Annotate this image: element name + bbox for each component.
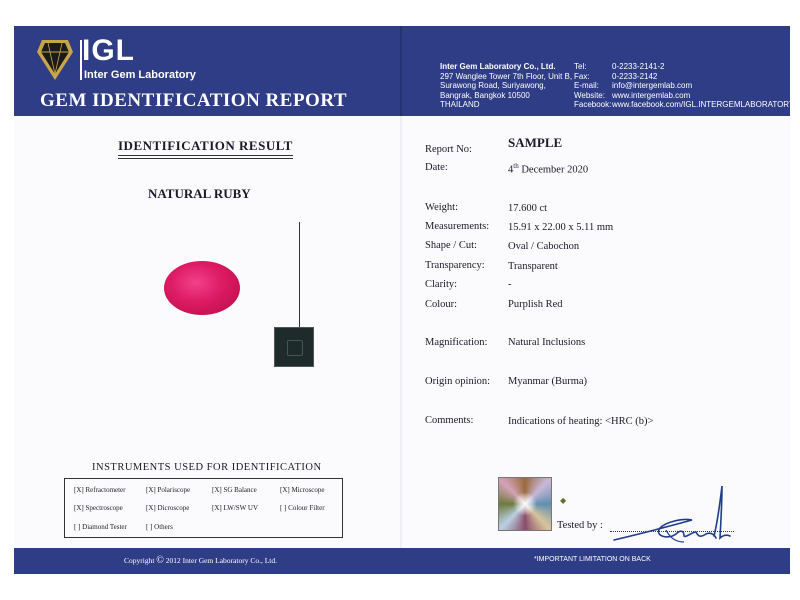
instrument-item: [X] SG Balance [212, 486, 257, 494]
contact-website [574, 91, 794, 101]
contact-list [574, 62, 794, 110]
shape-label: Shape / Cut: [425, 240, 477, 251]
star-mark-icon: ◆ [560, 496, 567, 505]
brand-name: IGL [82, 34, 135, 67]
signature [610, 480, 740, 546]
date-day: 4 [508, 164, 514, 176]
contact-email [574, 81, 794, 91]
copyright-prefix: Copyright [124, 556, 155, 565]
contact-facebook [574, 100, 794, 110]
contact-value: www.facebook.com/IGL.INTERGEMLABORATORY [612, 100, 795, 109]
transparency-value: Transparent [508, 261, 558, 272]
copyright-icon: © [156, 555, 164, 566]
measurements-value: 15.91 x 22.00 x 5.11 mm [508, 222, 614, 233]
instrument-item: [X] Microscope [280, 486, 325, 494]
instrument-item: [X] LW/SW UV [212, 504, 259, 512]
instrument-item: [X] Refractometer [74, 486, 126, 494]
date-label: Date: [425, 162, 448, 173]
magnification-label: Magnification: [425, 337, 488, 348]
security-hologram [274, 327, 314, 367]
gem-logo-icon [36, 38, 74, 82]
contact-tel [574, 62, 794, 72]
contact-value: 0-2233-2141-2 [612, 62, 665, 71]
measurements-label: Measurements: [425, 221, 490, 232]
brand-subtitle: Inter Gem Laboratory [84, 69, 196, 81]
colour-label: Colour: [425, 299, 458, 310]
company-name: Inter Gem Laboratory Co., Ltd. [440, 62, 556, 71]
contact-value: info@intergemlab.com [612, 81, 693, 90]
weight-value: 17.600 ct [508, 203, 548, 214]
ruby-photo [164, 261, 240, 315]
transparency-label: Transparency: [425, 260, 485, 271]
address-line: 297 Wanglee Tower 7th Floor, Unit B, [440, 71, 573, 81]
clarity-value: - [508, 279, 512, 290]
magnification-value: Natural Inclusions [508, 337, 586, 348]
copyright-text: 2012 Inter Gem Laboratory Co., Ltd. [165, 556, 278, 565]
report-no-value: SAMPLE [508, 135, 563, 150]
company-address [440, 62, 572, 110]
contact-label: Fax: [574, 71, 590, 81]
contact-label: E-mail: [574, 81, 599, 90]
instrument-item: [X] Dicroscope [146, 504, 190, 512]
scale-line [299, 222, 300, 328]
shape-value: Oval / Cabochon [508, 241, 580, 252]
contact-label: Facebook: [574, 100, 612, 109]
instrument-item: [ ] Diamond Tester [74, 523, 127, 531]
limitation-note: *IMPORTANT LIMITATION ON BACK [534, 556, 651, 563]
instrument-item: [ ] Colour Filter [280, 504, 325, 512]
contact-label: Tel: [574, 62, 587, 71]
contact-label: Website: [574, 90, 605, 100]
address-line: THAILAND [440, 100, 480, 109]
origin-label: Origin opinion: [425, 376, 491, 387]
address-line: Bangrak, Bangkok 10500 [440, 90, 530, 100]
identification-result-title: IDENTIFICATION RESULT [118, 138, 293, 156]
date-value [508, 162, 588, 176]
date-suffix: th [513, 162, 519, 170]
contact-fax [574, 72, 794, 82]
origin-value: Myanmar (Burma) [508, 376, 588, 387]
tested-by-label: Tested by : [557, 520, 603, 531]
colour-value: Purplish Red [508, 299, 563, 310]
instruments-title: INSTRUMENTS USED FOR IDENTIFICATION [92, 462, 322, 473]
gem-name: NATURAL RUBY [148, 186, 251, 201]
instrument-item: [X] Spectroscope [74, 504, 123, 512]
hologram-sticker [498, 477, 552, 531]
date-rest: December 2020 [521, 164, 589, 176]
instrument-item: [ ] Others [146, 523, 173, 531]
clarity-label: Clarity: [425, 279, 458, 290]
report-no-label: Report No: [425, 144, 472, 155]
comments-value: Indications of heating: <HRC (b)> [508, 416, 654, 427]
instrument-item: [X] Polariscope [146, 486, 191, 494]
report-title: GEM IDENTIFICATION REPORT [40, 90, 348, 111]
comments-label: Comments: [425, 415, 474, 426]
address-line: Surawong Road, Suriyawong, [440, 81, 546, 90]
gem-report-card [14, 26, 795, 574]
contact-value: 0-2233-2142 [612, 71, 658, 81]
header-fold [400, 26, 402, 116]
contact-value: www.intergemlab.com [612, 90, 691, 100]
weight-label: Weight: [425, 202, 458, 213]
copyright [124, 555, 277, 566]
